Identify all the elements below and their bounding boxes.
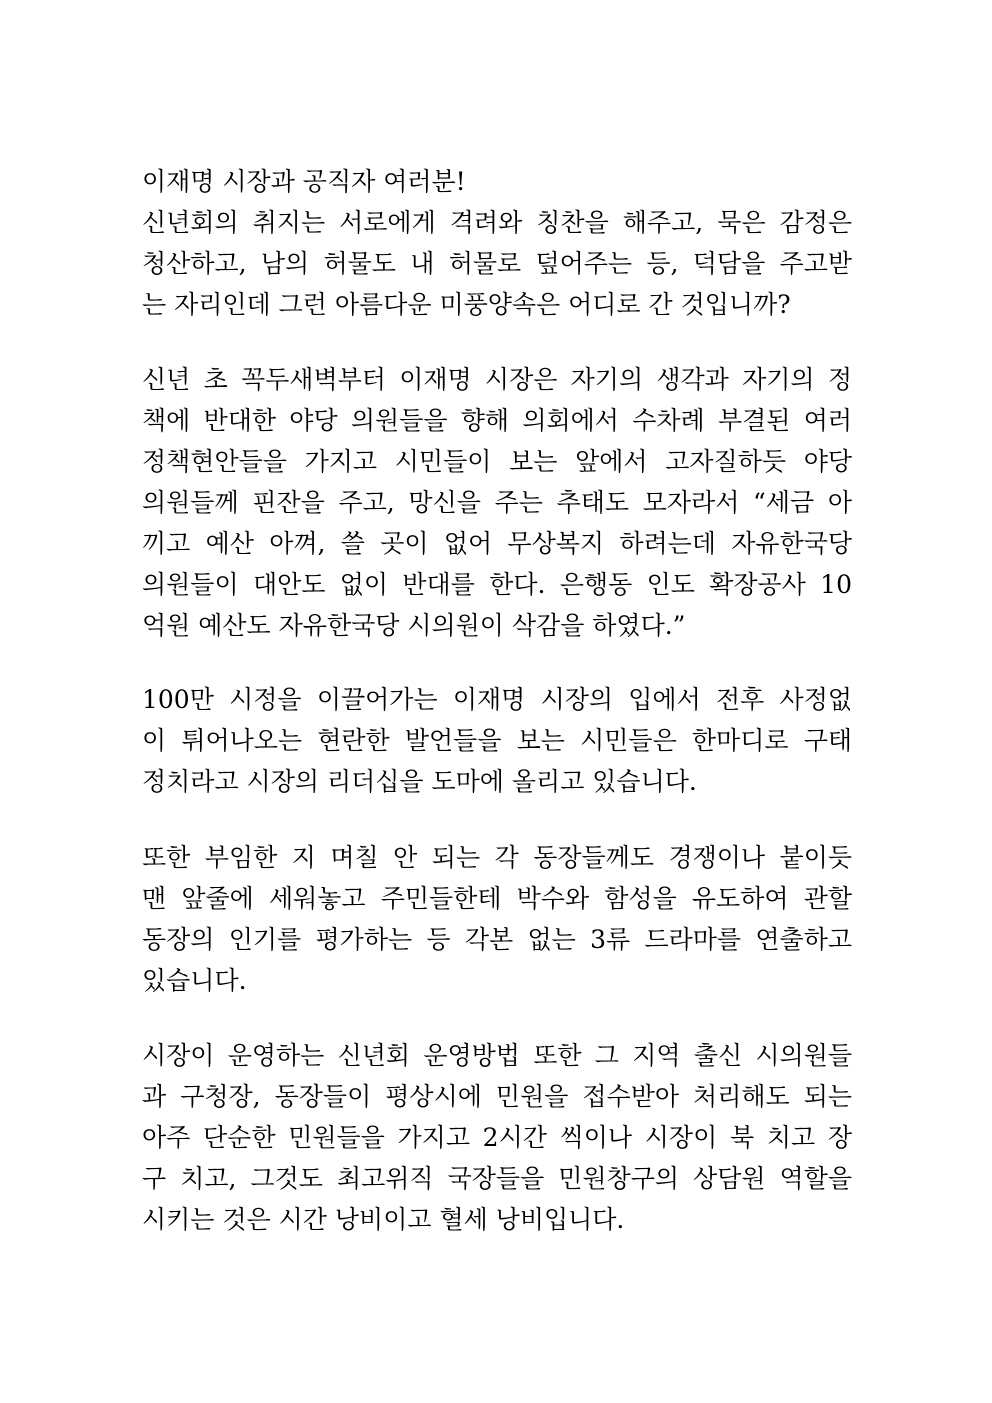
text-line: 청산하고, 남의 허물도 내 허물로 덮어주는 등, 덕담을 주고받 [142, 249, 852, 278]
text-line: 동장의 인기를 평가하는 등 각본 없는 3류 드라마를 연출하고 [142, 925, 852, 954]
text-line: 구 치고, 그것도 최고위직 국장들을 민원창구의 상담원 역할을 [142, 1164, 852, 1193]
text-line: 아주 단순한 민원들을 가지고 2시간 씩이나 시장이 북 치고 장 [142, 1123, 852, 1152]
text-line: 끼고 예산 아껴, 쓸 곳이 없어 무상복지 하려는데 자유한국당 [142, 529, 852, 558]
text-line: 정치라고 시장의 리더십을 도마에 올리고 있습니다. [142, 767, 697, 796]
text-line: 의원들께 핀잔을 주고, 망신을 주는 추태도 모자라서 “세금 아 [142, 488, 852, 517]
paragraph-dong-chiefs [142, 837, 852, 1001]
text-line: 100만 시정을 이끌어가는 이재명 시장의 입에서 전후 사정없 [142, 685, 852, 714]
text-line: 의원들이 대안도 없이 반대를 한다. 은행동 인도 확장공사 10 [142, 570, 852, 599]
paragraph-leadership [142, 679, 852, 802]
text-line: 정책현안들을 가지고 시민들이 보는 앞에서 고자질하듯 야당 [142, 447, 852, 476]
text-line: 는 자리인데 그런 아름다운 미풍양속은 어디로 간 것입니까? [142, 290, 791, 319]
text-line: 시장이 운영하는 신년회 운영방법 또한 그 지역 출신 시의원들 [142, 1041, 852, 1070]
text-line: 시키는 것은 시간 낭비이고 혈세 낭비입니다. [142, 1205, 625, 1234]
paragraph-greeting [142, 161, 852, 325]
text-line: 억원 예산도 자유한국당 시의원이 삭감을 하였다.” [142, 611, 686, 640]
paragraph-new-year-criticism [142, 359, 852, 646]
text-line: 이재명 시장과 공직자 여러분! [142, 167, 466, 196]
text-line: 맨 앞줄에 세워놓고 주민들한테 박수와 함성을 유도하여 관할 [142, 884, 852, 913]
text-line: 책에 반대한 야당 의원들을 향해 의회에서 수차례 부결된 여러 [142, 406, 852, 435]
text-line: 또한 부임한 지 며칠 안 되는 각 동장들께도 경쟁이나 붙이듯 [142, 843, 852, 872]
paragraph-meeting-method [142, 1035, 852, 1240]
text-line: 신년 초 꼭두새벽부터 이재명 시장은 자기의 생각과 자기의 정 [142, 365, 852, 394]
text-line: 과 구청장, 동장들이 평상시에 민원을 접수받아 처리해도 되는 [142, 1082, 852, 1111]
text-line: 신년회의 취지는 서로에게 격려와 칭찬을 해주고, 묵은 감정은 [142, 208, 852, 237]
text-line: 이 튀어나오는 현란한 발언들을 보는 시민들은 한마디로 구태 [142, 726, 852, 755]
text-line: 있습니다. [142, 966, 247, 995]
